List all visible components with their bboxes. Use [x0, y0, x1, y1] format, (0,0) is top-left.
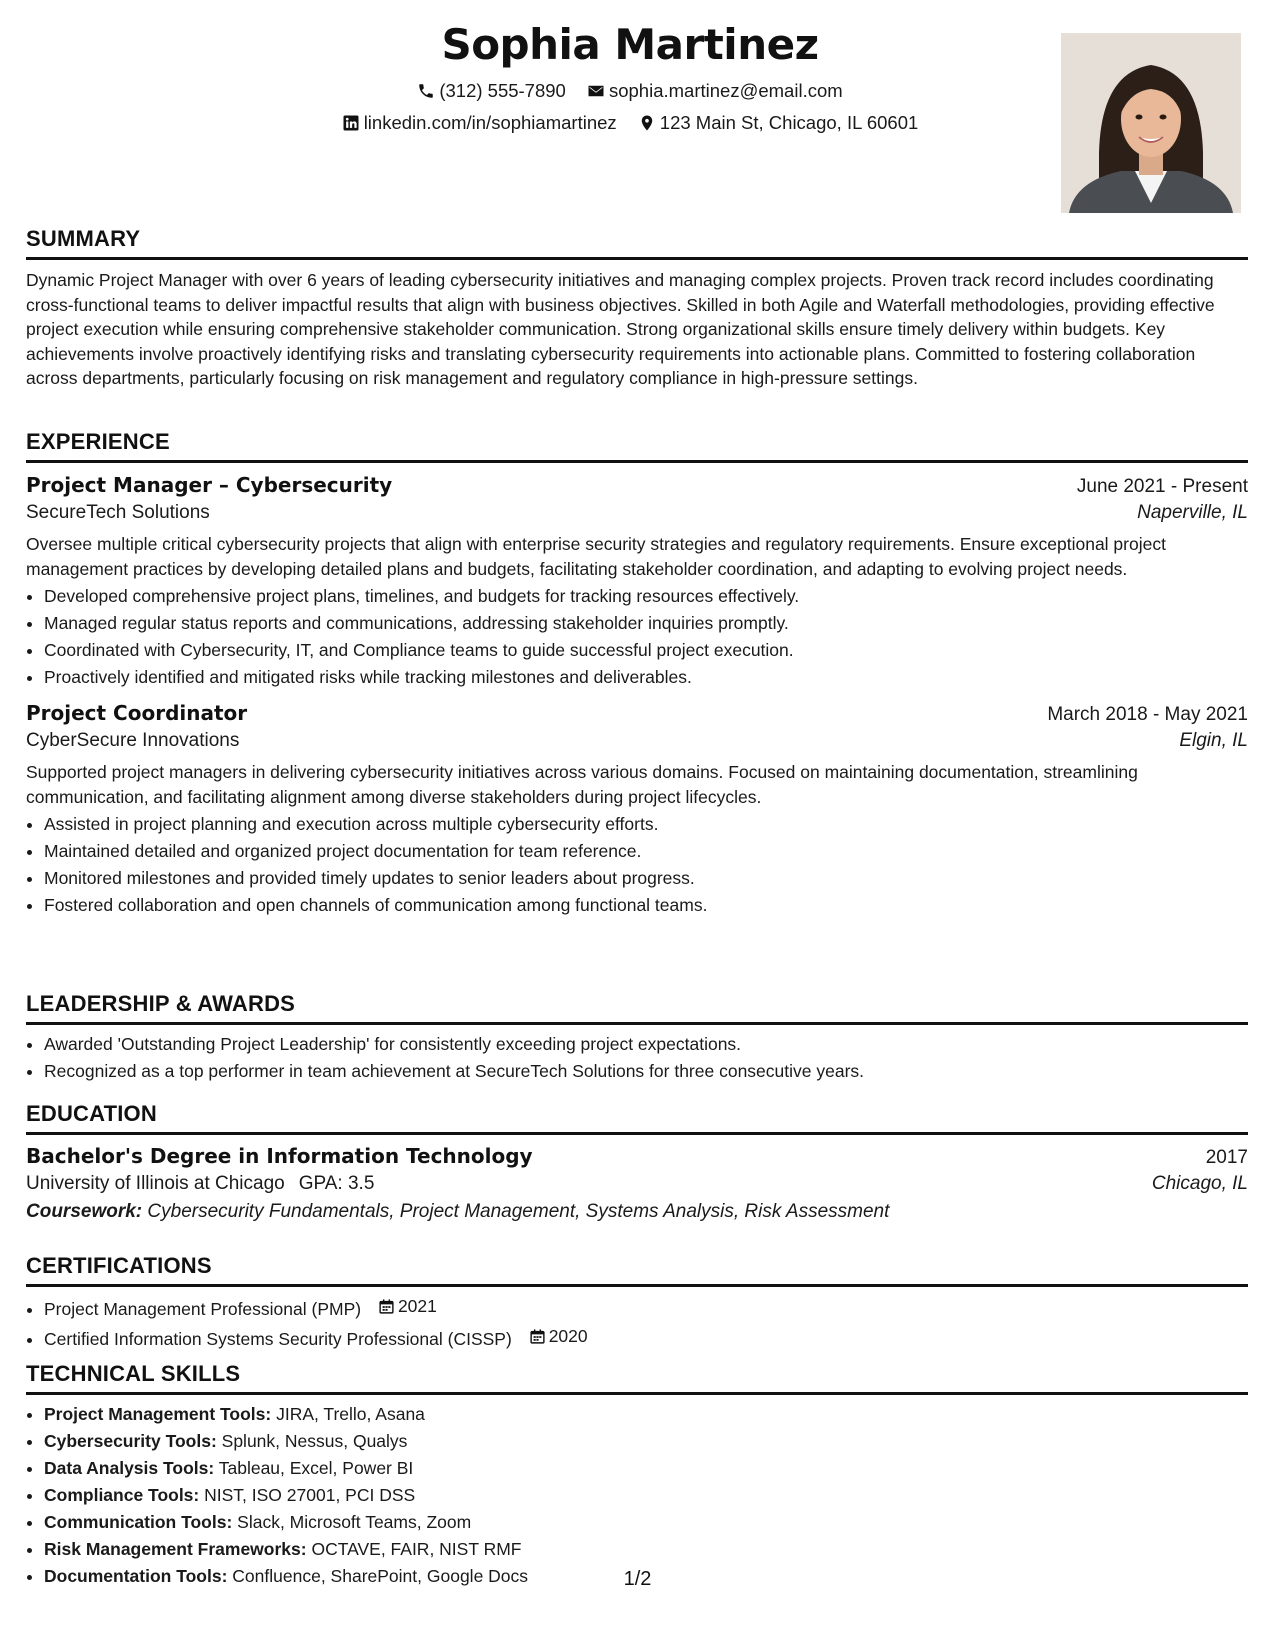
linkedin-contact	[342, 112, 617, 134]
graduation-year: 2017	[1205, 1147, 1248, 1168]
list-item: • Recognized as a top performer in team achievement at SecureTech Solutions for three consecutive years.	[44, 1058, 1248, 1085]
job-location: Elgin, IL	[1179, 730, 1248, 751]
skills-heading: TECHNICAL SKILLS	[26, 1361, 1248, 1395]
email-contact	[587, 80, 843, 102]
linkedin-url[interactable]: linkedin.com/in/sophiamartinez	[363, 112, 617, 133]
certifications-list	[26, 1293, 1248, 1353]
list-item: • Developed comprehensive project plans, timelines, and budgets for tracking resources effectively.	[44, 583, 1248, 610]
skills-list	[26, 1401, 1248, 1590]
skill-label: Risk Management Frameworks:	[44, 1539, 307, 1559]
skill-label: Cybersecurity Tools:	[44, 1431, 217, 1451]
school-name: University of Illinois at Chicago	[26, 1173, 285, 1194]
skill-label: Communication Tools:	[44, 1512, 233, 1532]
certifications-section	[26, 1253, 1248, 1353]
coursework-list: Cybersecurity Fundamentals, Project Management, Systems Analysis, Risk Assessment	[147, 1201, 890, 1222]
list-item: • Fostered collaboration and open channels of communication among functional teams.	[44, 892, 1248, 919]
job-entry	[26, 473, 1248, 691]
list-item: • Managed regular status reports and communications, addressing stakeholder inquiries promptly.	[44, 610, 1248, 637]
profile-photo	[1061, 33, 1241, 213]
skill-value: Slack, Microsoft Teams, Zoom	[237, 1512, 472, 1532]
list-item	[44, 1293, 1248, 1323]
cert-year: 2020	[548, 1326, 588, 1346]
calendar-icon	[378, 1298, 395, 1315]
skills-section	[26, 1361, 1248, 1590]
phone-number: (312) 555-7890	[439, 80, 566, 101]
list-item: • Coordinated with Cybersecurity, IT, and Compliance teams to guide successful project execution.	[44, 637, 1248, 664]
job-company: SecureTech Solutions	[26, 502, 210, 523]
coursework-label: Coursework:	[26, 1201, 143, 1222]
skill-value: OCTAVE, FAIR, NIST RMF	[311, 1539, 522, 1559]
experience-section	[26, 429, 1248, 919]
list-item	[44, 1428, 1248, 1455]
skill-label: Compliance Tools:	[44, 1485, 200, 1505]
list-item: • Assisted in project planning and execution across multiple cybersecurity efforts.	[44, 811, 1248, 838]
phone-contact	[417, 80, 566, 102]
summary-section	[26, 226, 1248, 391]
school-location: Chicago, IL	[1151, 1173, 1248, 1194]
degree-title: Bachelor's Degree in Information Technology	[26, 1144, 533, 1168]
list-item	[44, 1401, 1248, 1428]
candidate-name: Sophia Martinez	[441, 20, 819, 69]
envelope-icon	[587, 82, 605, 100]
job-location: Naperville, IL	[1137, 502, 1248, 523]
list-item: • Maintained detailed and organized project documentation for team reference.	[44, 838, 1248, 865]
skill-value: Splunk, Nessus, Qualys	[221, 1431, 408, 1451]
list-item	[44, 1482, 1248, 1509]
skill-value: Tableau, Excel, Power BI	[218, 1458, 414, 1478]
skill-label: Documentation Tools:	[44, 1566, 228, 1586]
list-item	[44, 1509, 1248, 1536]
leadership-section	[26, 991, 1248, 1085]
cert-name: Project Management Professional (PMP)	[44, 1299, 362, 1319]
list-item: • Proactively identified and mitigated risks while tracking milestones and deliverables.	[44, 664, 1248, 691]
page-number: 1/2	[623, 1568, 652, 1590]
list-item: • Monitored milestones and provided timely updates to senior leaders about progress.	[44, 865, 1248, 892]
experience-heading: EXPERIENCE	[26, 429, 1248, 463]
address-contact	[638, 112, 919, 134]
job-company: CyberSecure Innovations	[26, 730, 240, 751]
summary-heading: SUMMARY	[26, 226, 1248, 260]
job-title: Project Manager – Cybersecurity	[26, 473, 393, 497]
map-pin-icon	[638, 114, 656, 132]
job-description: Oversee multiple critical cybersecurity projects that align with enterprise security strategies and regulatory requirements. Ensure exceptional project management practices by developing detailed plans and budgets, facilitating stakeholder coordination, and adapting to evolving project needs.	[26, 534, 1166, 579]
email-address[interactable]: sophia.martinez@email.com	[608, 80, 843, 101]
list-item	[44, 1323, 1248, 1353]
list-item: • Awarded 'Outstanding Project Leadership' for consistently exceeding project expectations.	[44, 1031, 1248, 1058]
job-bullets	[26, 811, 1248, 919]
leadership-heading: LEADERSHIP & AWARDS	[26, 991, 1248, 1025]
contact-row-primary	[26, 80, 1234, 105]
job-description: Supported project managers in delivering cybersecurity initiatives across various domains. Focused on maintaining documentation, streamlining communication, and facilitating alignment among diverse stakeholders during project lifecycles.	[26, 762, 1138, 807]
gpa: GPA: 3.5	[298, 1173, 375, 1194]
calendar-icon	[529, 1328, 546, 1345]
job-entry	[26, 701, 1248, 919]
skill-label: Data Analysis Tools:	[44, 1458, 215, 1478]
education-section	[26, 1101, 1248, 1223]
skill-value: Confluence, SharePoint, Google Docs	[232, 1566, 529, 1586]
coursework	[26, 1201, 1248, 1223]
street-address: 123 Main St, Chicago, IL 60601	[659, 112, 919, 133]
skill-label: Project Management Tools:	[44, 1404, 272, 1424]
certifications-heading: CERTIFICATIONS	[26, 1253, 1248, 1287]
linkedin-icon	[342, 114, 360, 132]
job-dates: March 2018 - May 2021	[1047, 704, 1248, 725]
cert-year: 2021	[397, 1296, 437, 1316]
list-item	[44, 1455, 1248, 1482]
job-bullets	[26, 583, 1248, 691]
education-heading: EDUCATION	[26, 1101, 1248, 1135]
phone-icon	[417, 82, 435, 100]
job-dates: June 2021 - Present	[1076, 476, 1248, 497]
skill-value: JIRA, Trello, Asana	[276, 1404, 425, 1424]
list-item	[44, 1536, 1248, 1563]
summary-text: Dynamic Project Manager with over 6 years of leading cybersecurity initiatives and managing complex projects. Proven track record includes coordinating cross-functional teams to deliver impactful results that align with business objectives. Skilled in both Agile and Waterfall methodologies, providing effective project execution while ensuring comprehensive stakeholder communication. Strong organizational skills ensure timely delivery within budgets. Key achievements involve proactively identifying risks and translating cybersecurity requirements into actionable plans. Committed to fostering collaboration across departments, particularly focusing on risk management and regulatory compliance in high-pressure settings.	[26, 270, 1215, 388]
leadership-list	[26, 1031, 1248, 1085]
job-title: Project Coordinator	[26, 701, 248, 725]
cert-name: Certified Information Systems Security Professional (CISSP)	[44, 1329, 512, 1349]
skill-value: NIST, ISO 27001, PCI DSS	[204, 1485, 416, 1505]
contact-row-secondary	[26, 112, 1234, 137]
